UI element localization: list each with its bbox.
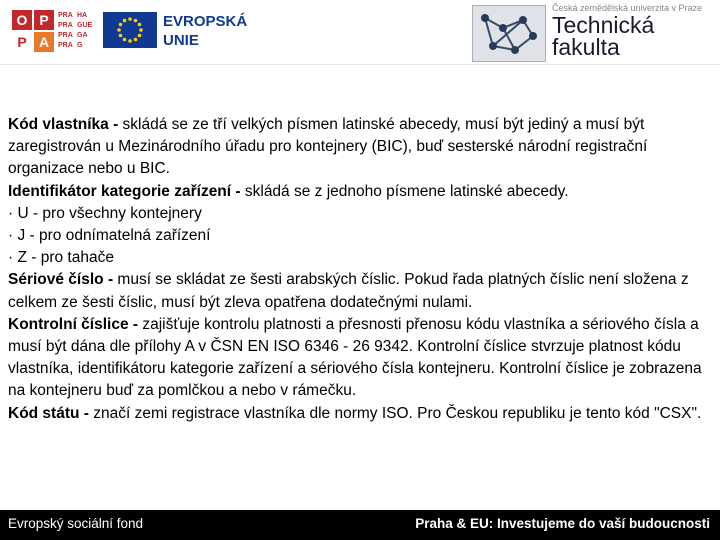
oppa-text-cell: GUE xyxy=(77,22,93,29)
oppa-text-cell: G xyxy=(77,42,83,49)
term-description: zajišťuje kontrolu platnosti a přesnosti přenosu kódu vlastníka a sériového čísla a musí být dána dle přílohy A v ČSN EN ISO 6346 - 26 9342. Kontrolní číslice stvrzuje platnost kódu vlastníka, identifikátoru kategorie zařízení a sériového čísla kontejneru. Kontrolní číslice je zobrazena na kontejneru buď za pomlčkou a nebo v rámečku. xyxy=(8,315,702,400)
eu-label-line1: EVROPSKÁ xyxy=(163,13,248,30)
footer-slogan: Praha & EU: Investujeme do vaší budoucnosti xyxy=(415,516,710,531)
owner-code-paragraph xyxy=(8,114,708,181)
header xyxy=(0,0,720,62)
term-label: Sériové číslo - xyxy=(8,271,114,289)
faculty-logo-icon xyxy=(472,5,546,62)
term-description: skládá se z jednoho písmene latinské abecedy. xyxy=(240,182,569,200)
term-description: značí zemi registrace vlastníka dle normy ISO. Pro Českou republiku je tento kód "CSX". xyxy=(88,404,702,422)
oppa-text xyxy=(58,11,96,51)
oppa-letter-p2: P xyxy=(12,32,32,52)
oppa-text-cell: PRA xyxy=(58,12,73,19)
eu-label xyxy=(163,12,247,50)
country-code-paragraph xyxy=(8,403,708,425)
list-item: · J - pro odnímatelná zařízení xyxy=(8,227,211,245)
oppa-letter-a: A xyxy=(34,32,54,52)
footer-bar xyxy=(0,510,720,540)
oppa-letter-p1: P xyxy=(34,10,54,30)
term-label: Kontrolní číslice - xyxy=(8,315,139,333)
list-item: · U - pro všechny kontejnery xyxy=(8,204,202,222)
category-identifier-paragraph xyxy=(8,181,708,203)
header-divider xyxy=(0,64,720,65)
oppa-logo xyxy=(12,10,54,52)
oppa-text-cell: HA xyxy=(77,12,88,19)
oppa-text-cell: PRA xyxy=(58,42,73,49)
term-description: musí se skládat ze šesti arabských číslic. Pokud řada platných číslic není složena z celkem ze šesti číslic, musí být zleva opatřena dodatečnými nulami. xyxy=(8,271,689,311)
footer-fund-label: Evropský sociální fond xyxy=(8,516,144,531)
faculty-name-line2: fakulta xyxy=(552,34,620,60)
term-label: Identifikátor kategorie zařízení - xyxy=(8,182,241,200)
term-label: Kód vlastníka - xyxy=(8,116,119,133)
serial-number-paragraph xyxy=(8,269,708,313)
faculty-name-line1: Technická xyxy=(552,12,655,38)
list-item: · Z - pro tahače xyxy=(8,249,114,267)
slide-body xyxy=(8,114,708,425)
check-digit-paragraph xyxy=(8,314,708,403)
oppa-text-cell: PRA xyxy=(58,32,73,39)
oppa-text-cell: PRA xyxy=(58,22,73,29)
eu-flag-icon xyxy=(103,12,157,48)
oppa-letter-o: O xyxy=(12,10,32,30)
oppa-text-cell: GA xyxy=(77,32,88,39)
term-label: Kód státu - xyxy=(8,404,89,422)
faculty-name xyxy=(552,14,654,58)
university-name: Česká zemědělská univerzita v Praze xyxy=(552,3,703,13)
eu-label-line2: UNIE xyxy=(163,32,199,49)
term-description: skládá se ze tří velkých písmen latinské abecedy, musí být jediný a musí být zaregistrován u Mezinárodního úřadu pro kontejnery (BIC), buď sesterské národní registrační organizace nebo u BIC. xyxy=(8,116,648,178)
